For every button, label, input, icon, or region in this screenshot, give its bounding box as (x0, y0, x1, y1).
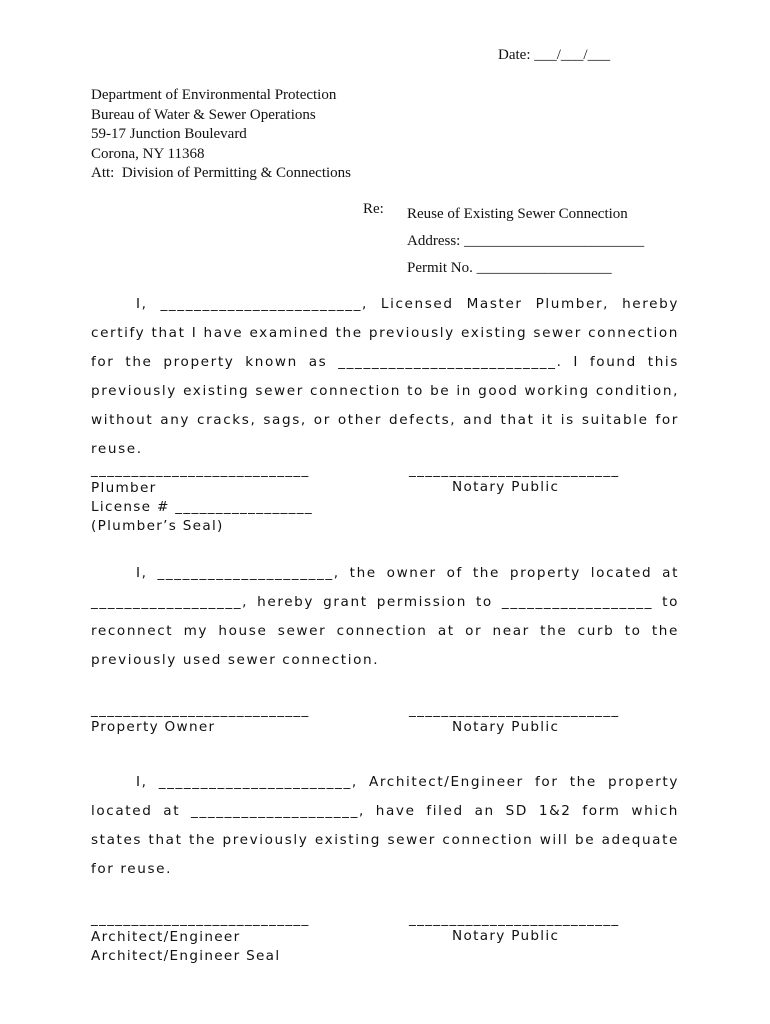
owner-notary-signature-line: __________________________ (409, 702, 620, 718)
architect-seal: Architect/Engineer Seal (91, 948, 281, 964)
address-line-bureau: Bureau of Water & Sewer Operations (91, 106, 316, 123)
architect-notary-signature-line: __________________________ (409, 911, 620, 927)
architect-signature-line: ___________________________ (91, 911, 310, 927)
owner-signature-line: ___________________________ (91, 702, 310, 718)
plumber-signature-labels (91, 479, 313, 536)
recipient-address (91, 86, 351, 184)
plumber-certification (91, 290, 679, 464)
plumber-paragraph: I, ________________________, Licensed Master Plumber, hereby certify that I have examined the previously existing sewer connection for the property known as __________________________. I found this previously existing sewer connection to be in good working condition, without any cracks, sags, or other defects, and that it is suitable for reuse. (91, 296, 679, 457)
owner-label: Property Owner (91, 719, 216, 735)
plumber-signature-line: ___________________________ (91, 462, 310, 478)
re-subject: Reuse of Existing Sewer Connection (407, 206, 628, 222)
owner-permission (91, 559, 679, 675)
re-block (407, 201, 644, 282)
re-permit: Permit No. __________________ (407, 260, 612, 276)
plumber-notary-signature-line: __________________________ (409, 462, 620, 478)
address-line-street: 59-17 Junction Boulevard (91, 126, 247, 142)
re-address: Address: ________________________ (407, 233, 645, 249)
architect-label: Architect/Engineer (91, 929, 241, 945)
architect-statement (91, 768, 679, 884)
owner-paragraph: I, _____________________, the owner of the property located at __________________, hereby grant permission to __________________ to reconnect my house sewer connection at or near the curb to the previously used sewer connection. (91, 565, 679, 668)
address-line-city: Corona, NY 11368 (91, 145, 205, 162)
address-line-department: Department of Environmental Protection (91, 87, 337, 103)
re-label: Re: (363, 201, 384, 217)
plumber-notary-label: Notary Public (452, 479, 560, 495)
owner-notary-label: Notary Public (452, 719, 560, 735)
plumber-label: Plumber (91, 480, 157, 496)
architect-notary-label: Notary Public (452, 928, 560, 944)
architect-signature-labels (91, 928, 280, 966)
license-number: License # _________________ (91, 499, 313, 515)
plumber-seal: (Plumber’s Seal) (91, 518, 224, 534)
address-line-attention: Att: Division of Permitting & Connections (91, 165, 351, 181)
architect-paragraph: I, _______________________, Architect/Engineer for the property located at ____________________, have filed an SD 1&2 form which states that the previously existing sewer connection will be adequate for reuse. (91, 774, 679, 877)
date-line: Date: ___/___/___ (498, 47, 611, 63)
